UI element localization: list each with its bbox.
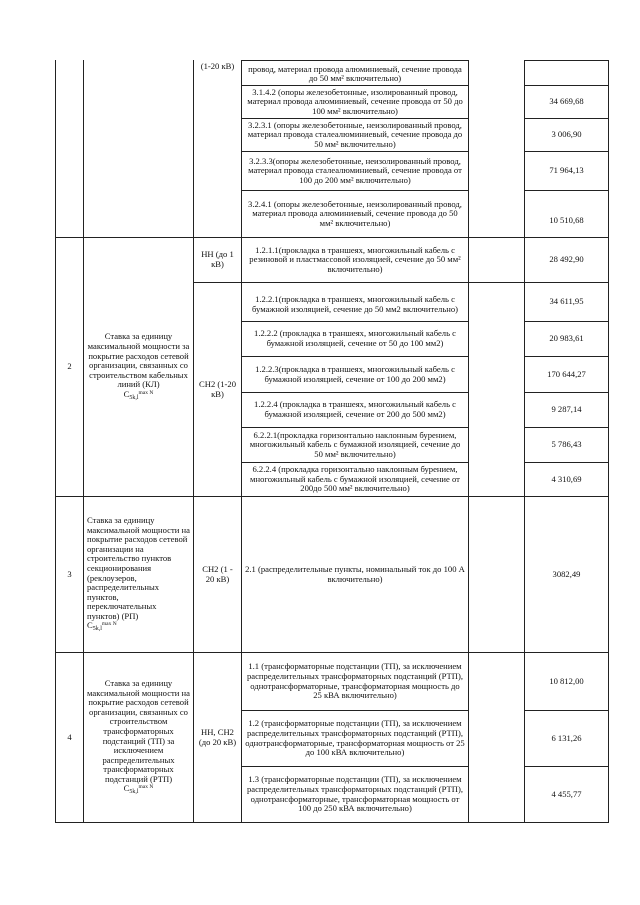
voltage-cell: (1-20 кВ): [200, 61, 235, 72]
row-number: 2: [67, 361, 72, 372]
rate-label: Ставка за единицу максимальной мощности на покрытие расходов сетевой организации на строительство пунктов секционирования (реклоузеров, распределительных пунктов, переключательных пунктов) (РП) $С_{5k,l}^{max N}$: [87, 514, 190, 633]
hline: [524, 60, 609, 61]
item-description: 1.2.2.2 (прокладка в траншеях, многожильный кабель с бумажной изоляцией, сечение от 50 до 100 мм2): [254, 328, 456, 348]
item-value: 20 983,61: [549, 333, 584, 344]
item-description: 1.2.2.3(прокладка в траншеях, многожильный кабель с бумажной изоляцией, сечение от 100 до 200 мм2): [255, 363, 455, 384]
item-description: 3.2.3.3(опоры железобетонные, неизолированный провод, материал провода сталеалюминиевый, сечение провода от 100 до 200 мм² включительно): [248, 155, 462, 185]
item-value: 34 669,68: [549, 96, 584, 107]
rate-label: Ставка за единицу максимальной мощности за покрытие расходов сетевой организации, связанных со строительством кабельных линий (КЛ) $С_{5k,l}^{max N}$: [87, 331, 190, 401]
item-value: 10 510,68: [549, 215, 584, 226]
item-description: 1.2.2.1(прокладка в траншеях, многожильный кабель с бумажной изоляцией, сечение до 50 мм2 включительно): [251, 294, 459, 314]
row-number: 3: [67, 568, 72, 579]
voltage-cell: СН2 (1-20 кВ): [199, 378, 236, 399]
item-value: 6 131,26: [551, 732, 582, 743]
item-value: 170 644,27: [547, 368, 586, 379]
item-value: 71 964,13: [549, 165, 584, 176]
item-value: 3082,49: [552, 568, 581, 579]
item-description: 3.2.4.1 (опоры железобетонные, неизолированный провод, материал провода алюминиевый, сечение провода до 50 мм² включительно): [248, 198, 462, 228]
item-value: 9 287,14: [551, 404, 582, 415]
item-value: 3 006,90: [551, 129, 582, 140]
item-value: 5 786,43: [551, 439, 582, 450]
voltage-cell: НН (до 1 кВ): [201, 249, 234, 269]
item-description: 2.1 (распределительные пункты, номинальный ток до 100 А включительно): [245, 563, 465, 584]
item-value: 34 611,95: [549, 296, 584, 307]
tariff-table: [55, 60, 609, 823]
item-value: 10 812,00: [549, 675, 584, 686]
col-divider-4: [468, 60, 469, 823]
item-value: 28 492,90: [549, 254, 584, 265]
item-description: 1.2.2.4 (прокладка в траншеях, многожильный кабель с бумажной изоляцией, сечение от 200 до 500 мм2): [254, 399, 456, 419]
border-right: [608, 60, 609, 823]
item-description: 6.2.2.1(прокладка горизонтально наклонным бурением, многожильный кабель с бумажной изоляцией, сечение до 50 мм² включительно): [249, 429, 461, 459]
item-value: 4 455,77: [551, 788, 582, 799]
item-description: 1.2 (трансформаторные подстанции (ТП), за исключением распределительных трансформаторных подстанций (РТП), однотрансформаторные, трансформаторная мощность от 25 до 100 кВА включительно): [245, 718, 465, 758]
voltage-cell: СН2 (1 - 20 кВ): [202, 563, 233, 584]
item-description: 6.2.2.4 (прокладка горизонтально наклонным бурением, многожильный кабель с бумажной изоляцией, сечение от 200до 500 мм² включительно): [250, 464, 460, 494]
hline: [55, 822, 609, 823]
item-value: 4 310,69: [551, 473, 582, 484]
item-description: 1.1 (трансформаторные подстанции (ТП), за исключением распределительных трансформаторных подстанций (РТП), однотрансформаторные, трансформаторная мощность до 25 кВА включительно): [246, 661, 463, 701]
voltage-cell: НН, СН2 (до 20 кВ): [198, 726, 237, 747]
item-description: 1.3 (трансформаторные подстанции (ТП), за исключением распределительных трансформаторных подстанций (РТП), однотрансформаторные, трансформаторная мощность от 100 до 250 кВА включительно): [246, 774, 463, 814]
rate-label: Ставка за единицу максимальной мощности на покрытие расходов сетевой организации, связанных со строительством трансформаторных подстанций (ТП) за исключением распределительных трансформаторных подстанций (РТП) $С_{5k,l}^{max N}$: [87, 677, 190, 796]
item-description: провод, материал провода алюминиевый, сечение провода до 50 мм² включительно): [248, 63, 462, 84]
item-description: 1.2.1.1(прокладка в траншеях, многожильный кабель с резиновой и пластмассовой изоляцией, сечение до 50 мм² включительно): [249, 244, 461, 274]
row-number: 4: [67, 731, 72, 742]
item-description: 3.1.4.2 (опоры железобетонные, изолированный провод, материал провода алюминиевый, сечение провода от 50 до 100 мм² включительно): [247, 86, 463, 116]
item-description: 3.2.3.1 (опоры железобетонные, неизолированный провод, материал провода сталеалюминиевый, сечение провода до 50 мм² включительно): [247, 119, 463, 149]
